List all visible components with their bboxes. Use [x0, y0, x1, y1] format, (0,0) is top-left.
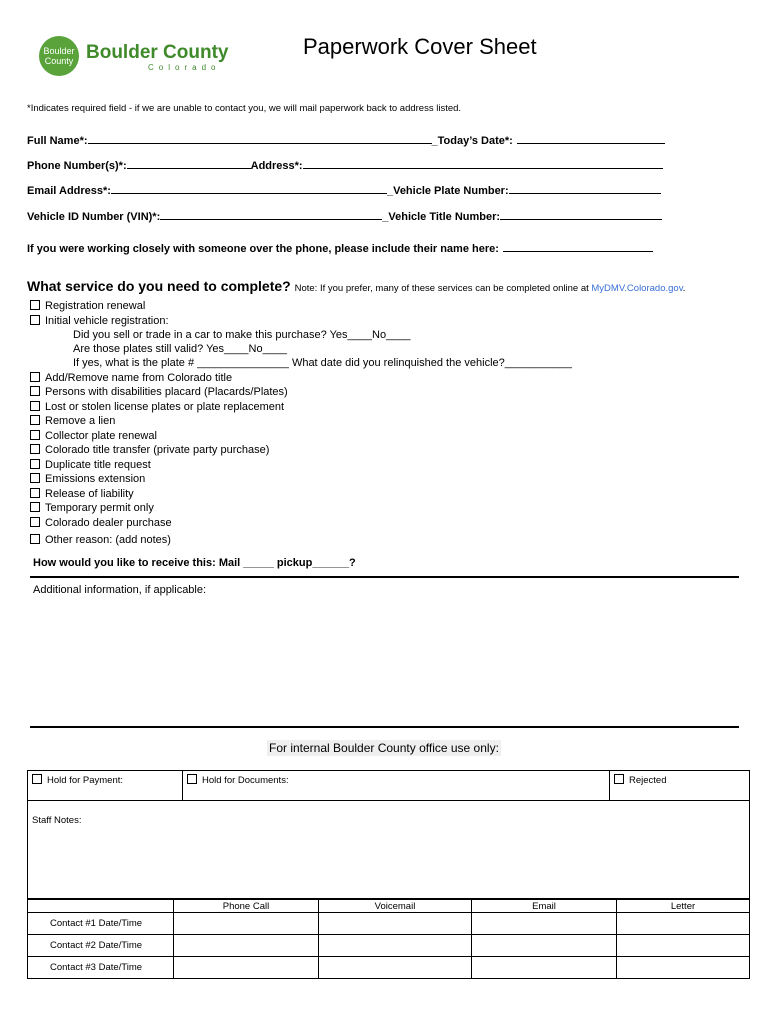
checkbox-icon[interactable] — [30, 386, 40, 396]
phone-field[interactable] — [127, 158, 251, 169]
checkbox-icon[interactable] — [30, 372, 40, 382]
vin-label: Vehicle ID Number (VIN)*: — [27, 211, 161, 223]
item-label: Colorado dealer purchase — [45, 517, 172, 529]
sub-question-plate-number: If yes, what is the plate # _______________ What date did you relinquished the vehicle?___________ — [73, 357, 573, 369]
service-heading: What service do you need to complete? — [27, 278, 291, 294]
checkbox-icon[interactable] — [30, 488, 40, 498]
vin-title-row — [27, 209, 662, 223]
checkbox-icon[interactable] — [30, 534, 40, 544]
col-letter: Letter — [617, 900, 750, 913]
item-label: Temporary permit only — [45, 502, 154, 514]
working-with-row — [27, 241, 653, 255]
contact-cell[interactable] — [174, 913, 319, 935]
title-number-field[interactable] — [500, 209, 662, 220]
contact-cell[interactable] — [319, 957, 472, 979]
check-add-remove-name[interactable] — [30, 372, 232, 384]
rejected-label: Rejected — [629, 775, 667, 786]
working-with-field[interactable] — [503, 241, 653, 252]
item-label: Other reason: (add notes) — [45, 534, 171, 546]
staff-notes-label: Staff Notes: — [32, 815, 82, 826]
checkbox-icon[interactable] — [30, 430, 40, 440]
check-collector-plate[interactable] — [30, 430, 157, 442]
county-logo-icon — [39, 36, 79, 76]
plate-label: _Vehicle Plate Number: — [386, 185, 509, 197]
checkbox-icon[interactable] — [30, 444, 40, 454]
hold-documents-label: Hold for Documents: — [202, 775, 289, 786]
checkbox-icon[interactable] — [187, 774, 197, 784]
hold-payment-cell[interactable] — [28, 771, 183, 801]
receive-method[interactable]: How would you like to receive this: Mail _____ pickup______? — [33, 557, 356, 569]
service-note-end: . — [682, 283, 686, 294]
checkbox-icon[interactable] — [30, 502, 40, 512]
check-lost-plates[interactable] — [30, 401, 284, 413]
item-label: Persons with disabilities placard (Placards/Plates) — [45, 386, 288, 398]
address-field[interactable] — [303, 158, 663, 169]
item-label: Emissions extension — [45, 473, 146, 485]
address-label: Address*: — [250, 160, 303, 172]
row-label: Contact #2 Date/Time — [28, 935, 174, 957]
page-title: Paperwork Cover Sheet — [303, 34, 537, 59]
col-voicemail: Voicemail — [319, 900, 472, 913]
checkbox-icon[interactable] — [614, 774, 624, 784]
check-other-reason[interactable] — [30, 534, 171, 546]
contact-cell[interactable] — [472, 913, 617, 935]
item-label: Release of liability — [45, 488, 134, 500]
logo-circle-text: Boulder County — [43, 46, 75, 66]
mydmv-link[interactable]: MyDMV.Colorado.gov — [591, 283, 683, 294]
check-release-liability[interactable] — [30, 488, 134, 500]
table-row — [28, 957, 750, 979]
item-label: Duplicate title request — [45, 459, 151, 471]
plate-field[interactable] — [509, 183, 661, 194]
contact-cell[interactable] — [617, 935, 750, 957]
internal-status-table — [27, 770, 750, 899]
item-label: Remove a lien — [45, 415, 116, 427]
checkbox-icon[interactable] — [30, 300, 40, 310]
full-name-label: Full Name*: — [27, 135, 88, 147]
item-label: Initial vehicle registration: — [45, 315, 169, 327]
table-row — [28, 935, 750, 957]
table-row — [28, 913, 750, 935]
todays-date-label: _Today’s Date*: — [431, 135, 513, 147]
check-initial-registration[interactable] — [30, 315, 169, 327]
check-registration-renewal[interactable] — [30, 300, 145, 312]
internal-use-heading: For internal Boulder County office use only: — [269, 741, 499, 755]
sub-question-plates-valid: Are those plates still valid? Yes____No____ — [73, 343, 288, 355]
checkbox-icon[interactable] — [30, 315, 40, 325]
contact-log-table — [27, 899, 750, 979]
checkbox-icon[interactable] — [30, 401, 40, 411]
item-label: Collector plate renewal — [45, 430, 157, 442]
col-email: Email — [472, 900, 617, 913]
row-label: Contact #1 Date/Time — [28, 913, 174, 935]
phone-label: Phone Number(s)*: — [27, 160, 127, 172]
checkbox-icon[interactable] — [30, 517, 40, 527]
working-with-label: If you were working closely with someone over the phone, please include their name here: — [27, 243, 499, 255]
todays-date-field[interactable] — [517, 133, 665, 144]
email-plate-row — [27, 183, 661, 197]
full-name-row — [27, 133, 665, 147]
contact-cell[interactable] — [617, 913, 750, 935]
additional-info-label: Additional information, if applicable: — [33, 584, 207, 596]
contact-cell[interactable] — [319, 935, 472, 957]
row-label: Contact #3 Date/Time — [28, 957, 174, 979]
contact-cell[interactable] — [174, 957, 319, 979]
logo-subtitle: Colorado — [148, 63, 221, 72]
rejected-cell[interactable] — [610, 771, 750, 801]
checkbox-icon[interactable] — [30, 415, 40, 425]
corner-cell — [28, 900, 174, 913]
col-phone-call: Phone Call — [174, 900, 319, 913]
service-note: Note: If you prefer, many of these services can be completed online at — [294, 283, 592, 294]
check-emissions-extension[interactable] — [30, 473, 145, 485]
item-label: Colorado title transfer (private party purchase) — [45, 444, 270, 456]
service-heading-row — [27, 278, 685, 294]
check-duplicate-title[interactable] — [30, 459, 151, 471]
hold-payment-label: Hold for Payment: — [47, 775, 124, 786]
contact-cell[interactable] — [472, 957, 617, 979]
checkbox-icon[interactable] — [32, 774, 42, 784]
check-title-transfer[interactable] — [30, 444, 269, 456]
checkbox-icon[interactable] — [30, 459, 40, 469]
contact-cell[interactable] — [472, 935, 617, 957]
full-name-field[interactable] — [88, 133, 432, 144]
check-dealer-purchase[interactable] — [30, 517, 172, 529]
staff-notes-cell[interactable] — [28, 801, 750, 899]
divider — [30, 576, 739, 578]
contact-cell[interactable] — [617, 957, 750, 979]
required-note: *Indicates required field - if we are unable to contact you, we will mail paperwork back to address listed. — [27, 103, 462, 114]
checkbox-icon[interactable] — [30, 473, 40, 483]
contact-cell[interactable] — [174, 935, 319, 957]
hold-documents-cell[interactable] — [183, 771, 610, 801]
divider — [30, 726, 739, 728]
check-disability-placard[interactable] — [30, 386, 288, 398]
phone-address-row — [27, 158, 663, 172]
item-label: Add/Remove name from Colorado title — [45, 372, 233, 384]
check-remove-lien[interactable] — [30, 415, 115, 427]
email-field[interactable] — [111, 183, 387, 194]
logo-name: Boulder County — [86, 42, 229, 63]
vin-field[interactable] — [160, 209, 382, 220]
check-temporary-permit[interactable] — [30, 502, 154, 514]
item-label: Registration renewal — [45, 300, 146, 312]
sub-question-sell-trade: Did you sell or trade in a car to make this purchase? Yes____No____ — [73, 329, 411, 341]
title-number-label: _Vehicle Title Number: — [382, 211, 501, 223]
item-label: Lost or stolen license plates or plate replacement — [45, 401, 285, 413]
email-label: Email Address*: — [27, 185, 111, 197]
contact-cell[interactable] — [319, 913, 472, 935]
